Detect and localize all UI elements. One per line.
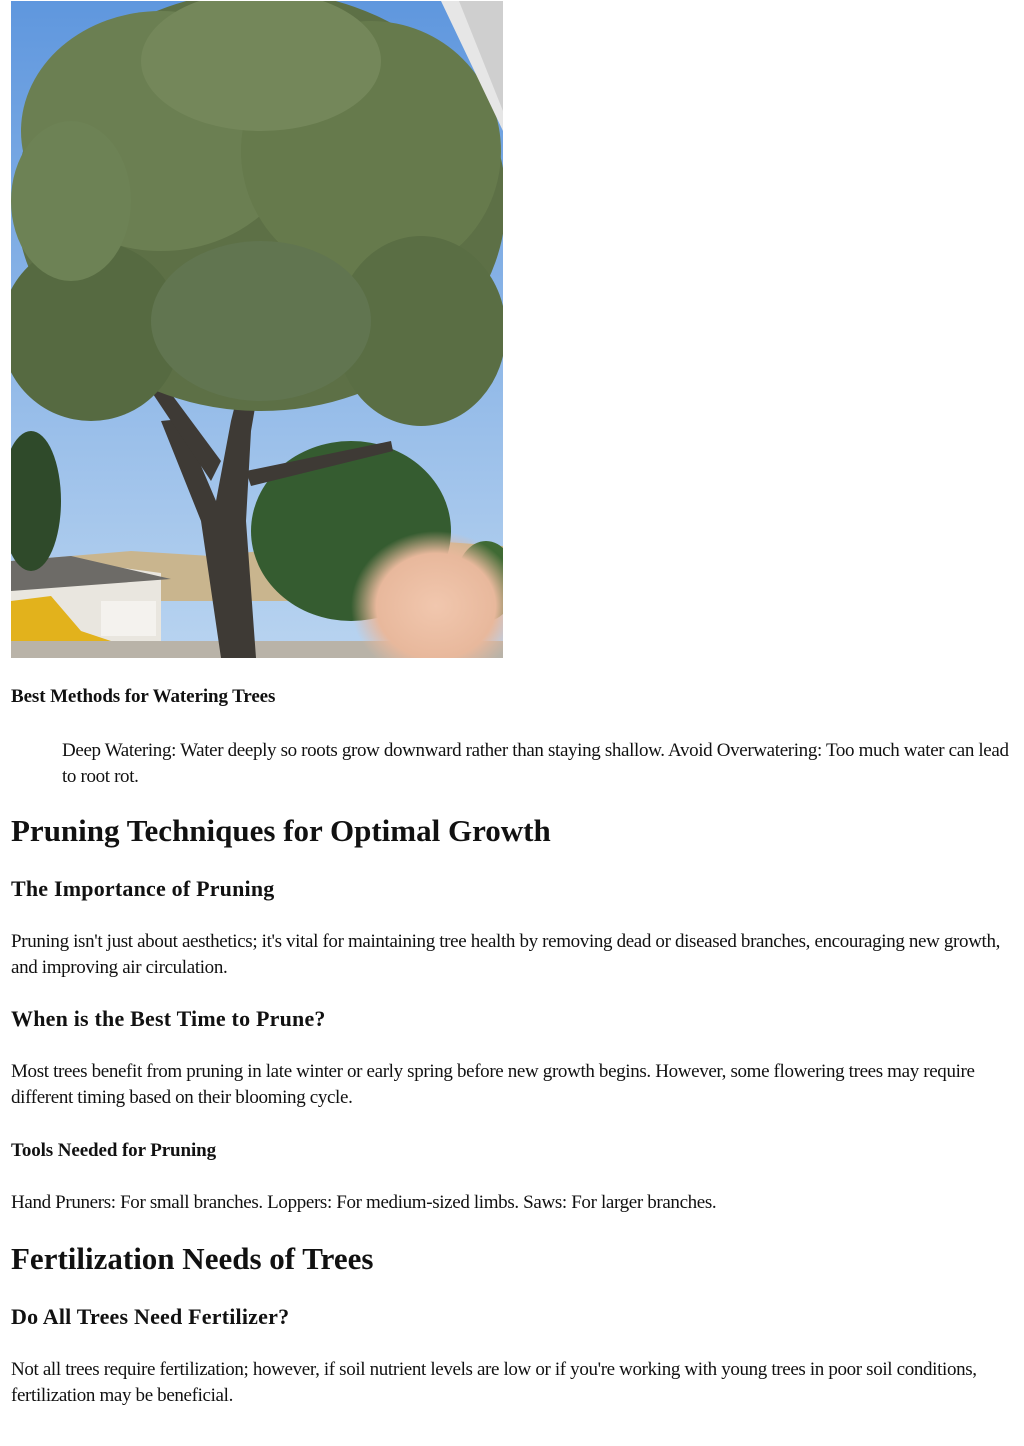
watering-methods-text: Deep Watering: Water deeply so roots grow downward rather than staying shallow. Avoid Overwatering: Too much water can lead to root rot. [62, 740, 1009, 787]
fertilization-heading: Fertilization Needs of Trees [11, 1241, 374, 1276]
importance-text: Pruning isn't just about aesthetics; it's vital for maintaining tree health by removing dead or diseased branches, encouraging new growth, and improving air circulation. [11, 931, 1001, 978]
need-fertilizer-text: Not all trees require fertilization; however, if soil nutrient levels are low or if you're working with young trees in poor soil conditions, fertilization may be beneficial. [11, 1359, 977, 1406]
importance-heading: The Importance of Pruning [11, 876, 275, 901]
watering-methods-heading: Best Methods for Watering Trees [11, 686, 276, 707]
best-time-heading: When is the Best Time to Prune? [11, 1006, 326, 1031]
best-time-text: Most trees benefit from pruning in late winter or early spring before new growth begins. However, some flowering trees may require different timing based on their blooming cycle. [11, 1061, 975, 1108]
tree-photo [11, 1, 503, 658]
tools-text: Hand Pruners: For small branches. Loppers: For medium-sized limbs. Saws: For larger branches. [11, 1192, 717, 1213]
pruning-heading: Pruning Techniques for Optimal Growth [11, 813, 551, 848]
need-fertilizer-heading: Do All Trees Need Fertilizer? [11, 1304, 290, 1329]
tools-heading: Tools Needed for Pruning [11, 1140, 217, 1161]
